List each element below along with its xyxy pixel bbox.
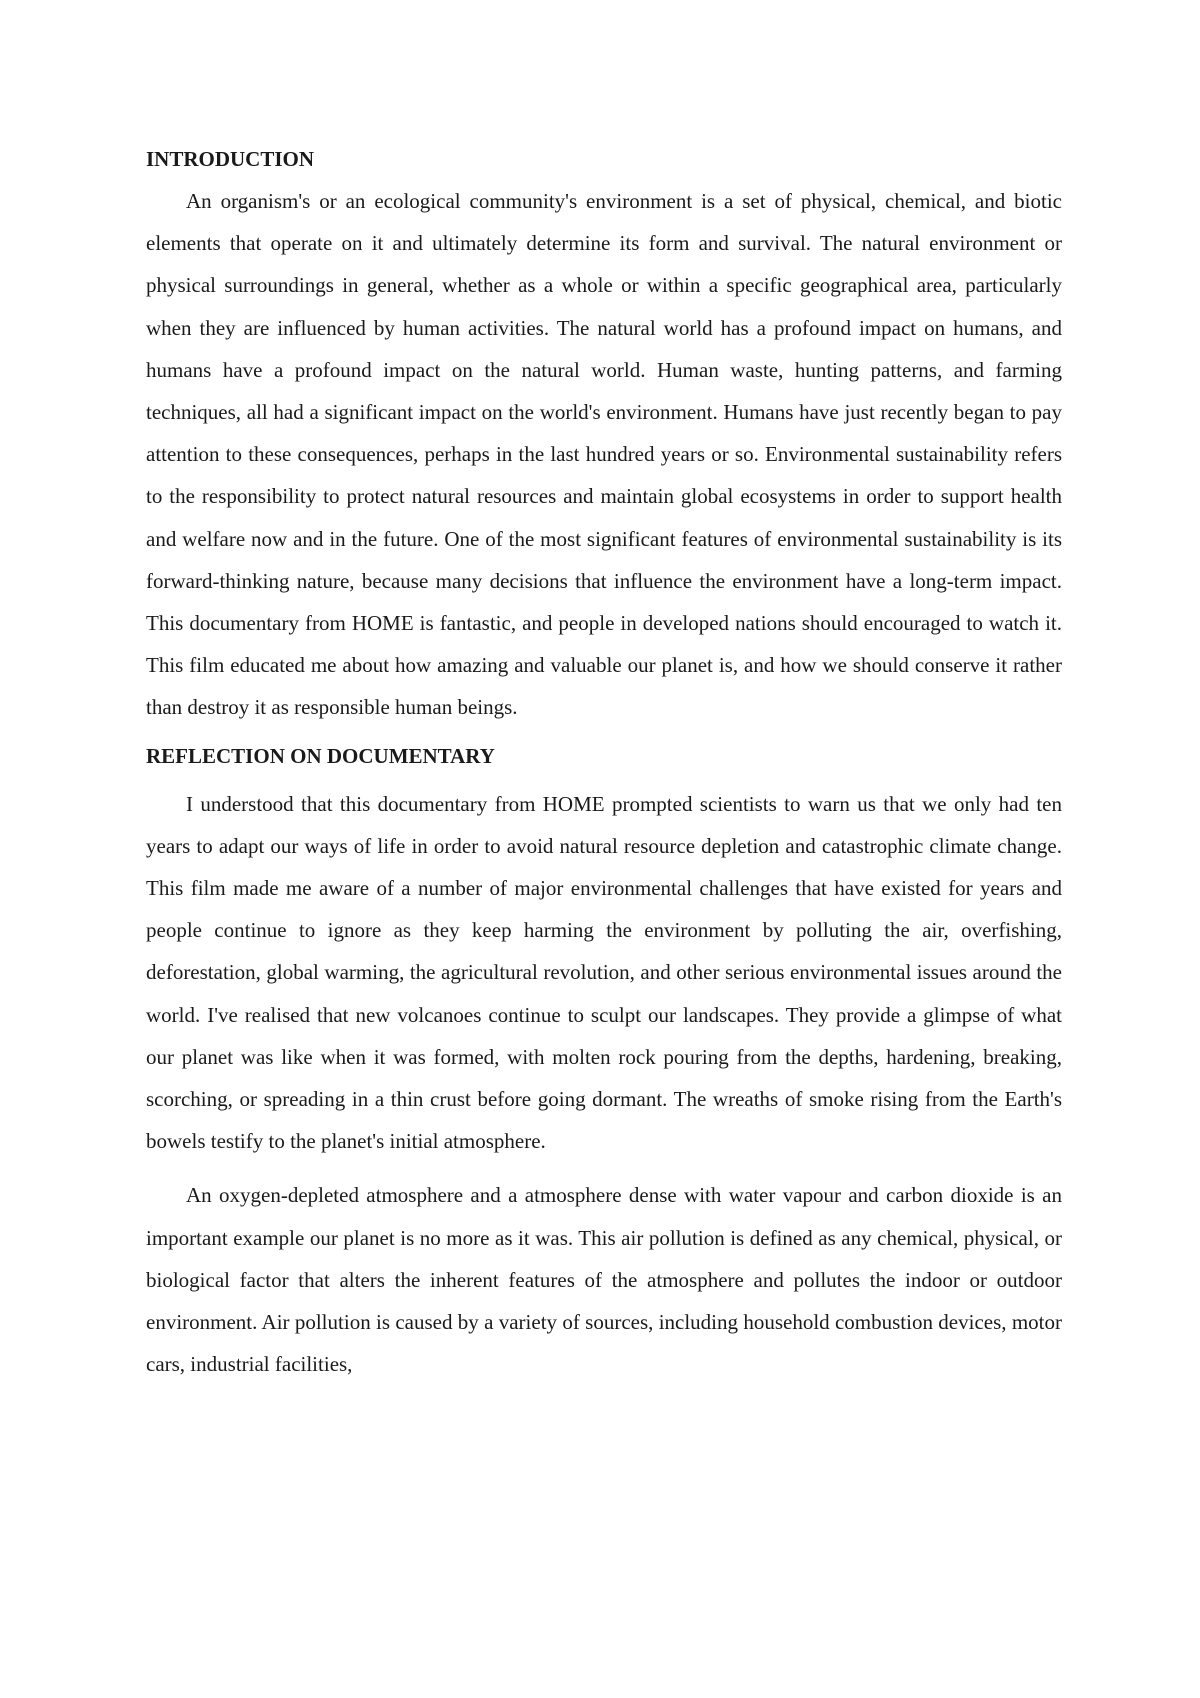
introduction-paragraph: An organism's or an ecological community's environment is a set of physical, chemical, and biotic elements that operate on it and ultimately determine its form and survival. The natural environment or physical surroundings in general, whether as a whole or within a specific geographical area, particularly when they are influenced by human activities. The natural world has a profound impact on humans, and humans have a profound impact on the natural world. Human waste, hunting patterns, and farming techniques, all had a significant impact on the world's environment. Humans have just recently began to pay attention to these consequences, perhaps in the last hundred years or so. Environmental sustainability refers to the responsibility to protect natural resources and maintain global ecosystems in order to support health and welfare now and in the future. One of the most significant features of environmental sustainability is its forward-thinking nature, because many decisions that influence the environment have a long-term impact. This documentary from HOME is fantastic, and people in developed nations should encouraged to watch it. This film educated me about how amazing and valuable our planet is, and how we should conserve it rather than destroy it as responsible human beings. [146,189,1062,720]
document-body [146,138,1062,1385]
reflection-paragraph-2: An oxygen-depleted atmosphere and a atmosphere dense with water vapour and carbon dioxide is an important example our planet is no more as it was. This air pollution is defined as any chemical, physical, or biological factor that alters the inherent features of the atmosphere and pollutes the indoor or outdoor environment. Air pollution is caused by a variety of sources, including household combustion devices, motor cars, industrial facilities, [146,1183,1062,1377]
section-heading-introduction: INTRODUCTION [146,147,315,171]
section-heading-reflection: REFLECTION ON DOCUMENTARY [146,743,495,768]
reflection-paragraph-1: I understood that this documentary from HOME prompted scientists to warn us that we only had ten years to adapt our ways of life in order to avoid natural resource depletion and catastrophic climate change. This film made me aware of a number of major environmental challenges that have existed for years and people continue to ignore as they keep harming the environment by polluting the air, overfishing, deforestation, global warming, the agricultural revolution, and other serious environmental issues around the world. I've realised that new volcanoes continue to sculpt our landscapes. They provide a glimpse of what our planet was like when it was formed, with molten rock pouring from the depths, hardening, breaking, scorching, or spreading in a thin crust before going dormant. The wreaths of smoke rising from the Earth's bowels testify to the planet's initial atmosphere. [146,791,1062,1154]
